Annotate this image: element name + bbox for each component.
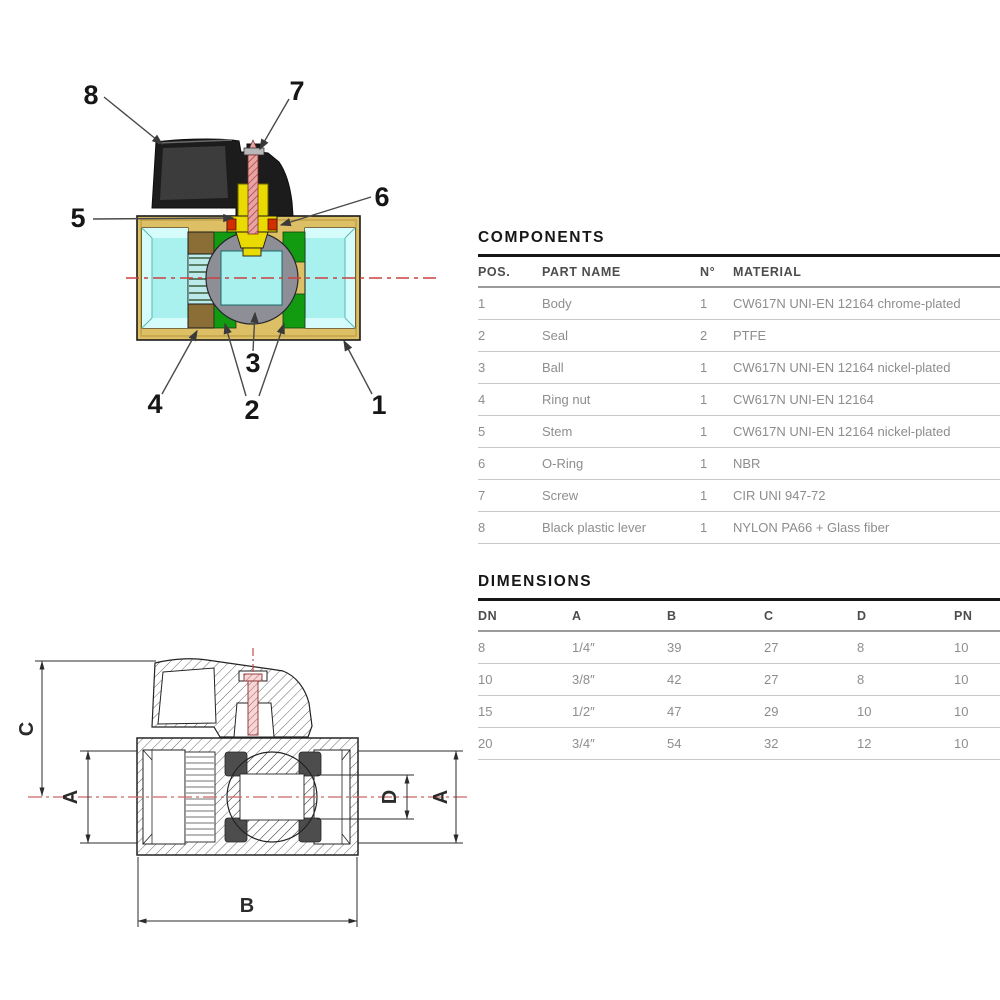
col-b: B — [667, 601, 764, 631]
col-part-name: PART NAME — [542, 257, 700, 287]
callout-1: 1 — [371, 390, 387, 420]
lever — [152, 139, 293, 216]
table-row: 8 Black plastic lever 1 NYLON PA66 + Glass fiber — [478, 511, 1000, 543]
table-row: 8 1/4″ 39 27 8 10 — [478, 631, 1000, 663]
table-row: 6 O-Ring 1 NBR — [478, 447, 1000, 479]
components-header-row — [478, 257, 1000, 287]
valve-dimension-drawing — [15, 645, 480, 945]
col-a: A — [572, 601, 667, 631]
callout-4: 4 — [147, 389, 163, 419]
o-ring-left — [227, 219, 236, 230]
dimensions-table — [478, 601, 1000, 760]
components-table — [478, 257, 1000, 544]
table-row: 15 1/2″ 47 29 10 10 — [478, 695, 1000, 727]
table-row: 20 3/4″ 54 32 12 10 — [478, 727, 1000, 759]
callout-2: 2 — [244, 395, 260, 425]
callout-8: 8 — [83, 80, 99, 110]
components-title: COMPONENTS — [478, 229, 1000, 257]
table-row: 4 Ring nut 1 CW617N UNI-EN 12164 — [478, 383, 1000, 415]
dim-label-a-right: A — [430, 789, 452, 805]
dim-label-a-left: A — [60, 789, 82, 805]
callout-6: 6 — [374, 182, 390, 212]
lever-highlight — [160, 146, 228, 200]
callout-7: 7 — [289, 76, 305, 106]
dimensions-title: DIMENSIONS — [478, 573, 1000, 601]
col-dn: DN — [478, 601, 572, 631]
table-row: 5 Stem 1 CW617N UNI-EN 12164 nickel-plated — [478, 415, 1000, 447]
col-pn: PN — [954, 601, 1000, 631]
table-row: 1 Body 1 CW617N UNI-EN 12164 chrome-plated — [478, 287, 1000, 319]
col-material: MATERIAL — [733, 257, 1000, 287]
valve-cross-section-diagram — [0, 0, 470, 440]
col-c: C — [764, 601, 857, 631]
col-qty: N° — [700, 257, 733, 287]
dim-label-c: C — [16, 721, 38, 737]
screw-washer — [244, 148, 264, 155]
table-row: 3 Ball 1 CW617N UNI-EN 12164 nickel-plated — [478, 351, 1000, 383]
dim-label-d: D — [379, 789, 401, 805]
o-ring-right — [268, 219, 277, 230]
callout-5: 5 — [70, 203, 86, 233]
col-d: D — [857, 601, 954, 631]
dim-label-b: B — [239, 895, 255, 917]
table-row: 2 Seal 2 PTFE — [478, 319, 1000, 351]
dimensions-header-row — [478, 601, 1000, 631]
table-row: 7 Screw 1 CIR UNI 947-72 — [478, 479, 1000, 511]
col-pos: POS. — [478, 257, 542, 287]
table-row: 10 3/8″ 42 27 8 10 — [478, 663, 1000, 695]
dimensions-section — [478, 573, 1000, 760]
callout-3: 3 — [245, 348, 261, 378]
components-section — [478, 229, 1000, 544]
drawing-lever — [152, 659, 312, 737]
